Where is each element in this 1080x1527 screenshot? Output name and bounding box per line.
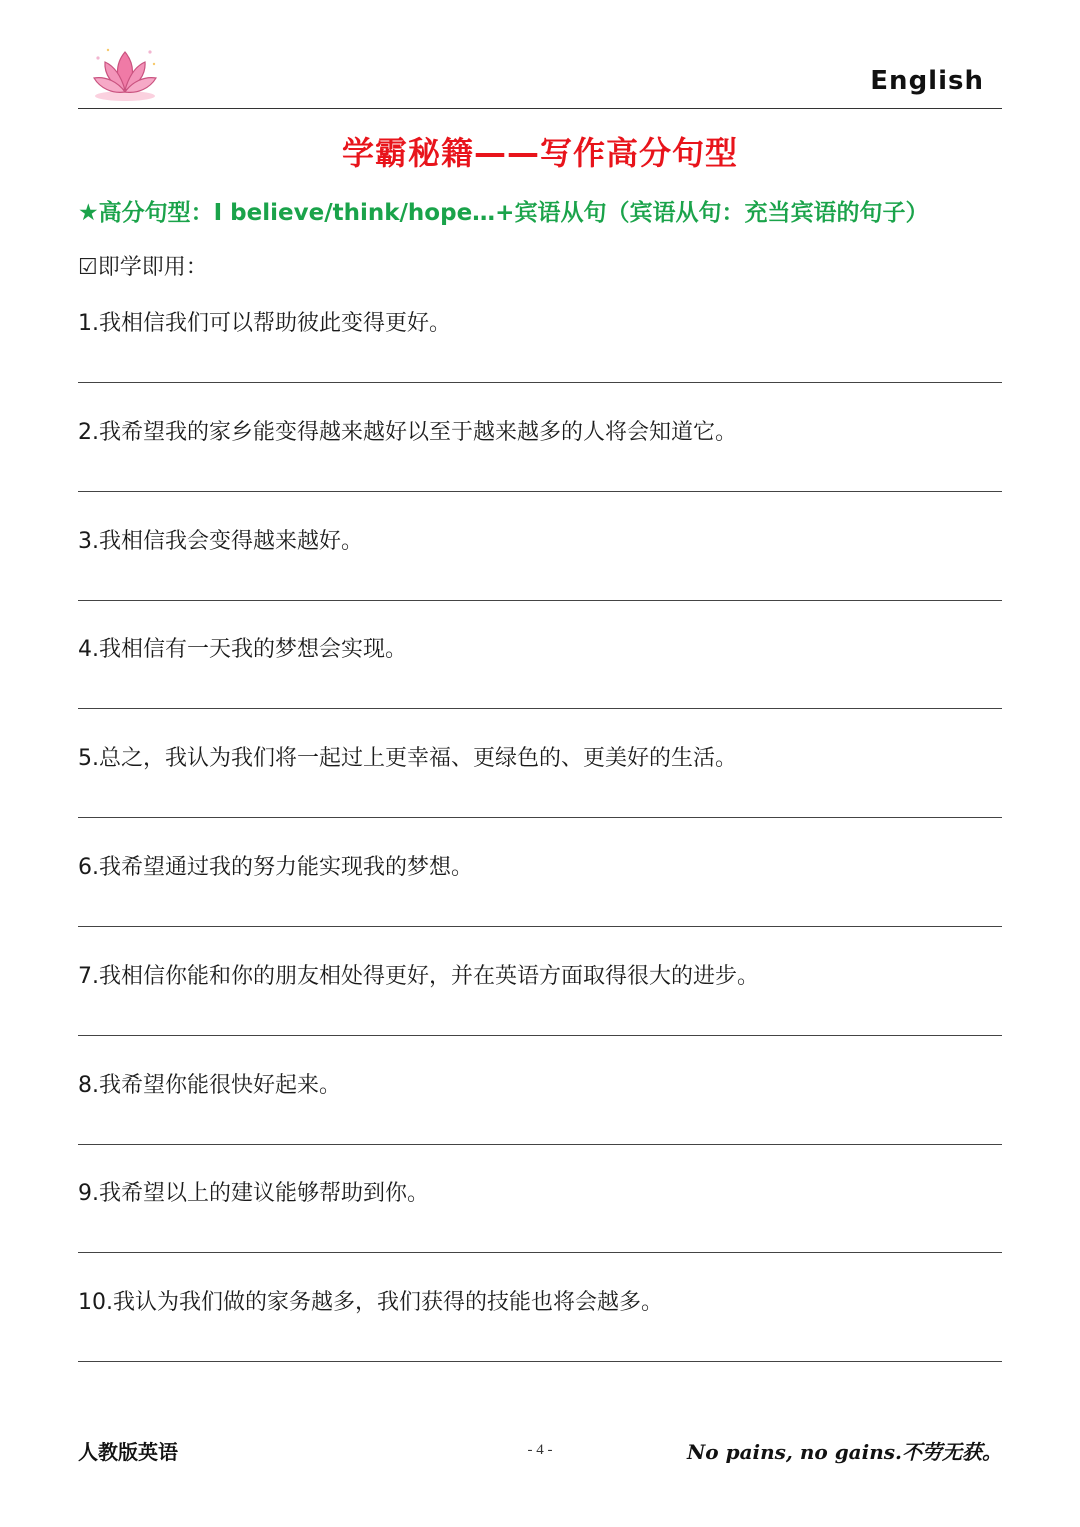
answer-line <box>78 1361 1002 1362</box>
exercise-item <box>78 514 1002 623</box>
page-number: - 4 - <box>527 1442 553 1458</box>
exercise-prompt: 9.我希望以上的建议能够帮助到你。 <box>78 1181 429 1207</box>
exercise-prompt: 2.我希望我的家乡能变得越来越好以至于越来越多的人将会知道它。 <box>78 419 737 445</box>
answer-line <box>78 817 1002 818</box>
exercise-item <box>78 1166 1002 1275</box>
answer-line <box>78 926 1002 927</box>
exercise-prompt: 3.我相信我会变得越来越好。 <box>78 528 363 554</box>
exercise-prompt: 6.我希望通过我的努力能实现我的梦想。 <box>78 854 473 880</box>
exercise-item <box>78 405 1002 514</box>
exercise-item <box>78 296 1002 405</box>
footer-motto: No pains, no gains.不劳无获。 <box>687 1440 1002 1464</box>
exercise-item <box>78 949 1002 1058</box>
exercise-prompt: 10.我认为我们做的家务越多，我们获得的技能也将会越多。 <box>78 1290 663 1316</box>
exercise-prompt: 1.我相信我们可以帮助彼此变得更好。 <box>78 311 451 336</box>
exercise-item <box>78 622 1002 731</box>
answer-line <box>78 600 1002 601</box>
answer-line <box>78 491 1002 492</box>
exercise-list <box>78 296 1002 1384</box>
header-subject: English <box>870 66 984 96</box>
header-divider <box>78 108 1002 109</box>
lotus-icon <box>88 44 162 106</box>
answer-line <box>78 708 1002 709</box>
exercise-prompt: 4.我相信有一天我的梦想会实现。 <box>78 637 407 663</box>
exercise-prompt: 7.我相信你能和你的朋友相处得更好，并在英语方面取得很大的进步。 <box>78 963 759 989</box>
answer-line <box>78 382 1002 383</box>
page-title: 学霸秘籍——写作高分句型 <box>341 134 738 172</box>
exercise-item <box>78 1058 1002 1167</box>
exercise-item <box>78 1275 1002 1384</box>
practice-label: ☑即学即用： <box>78 255 208 280</box>
exercise-prompt: 5.总之，我认为我们将一起过上更幸福、更绿色的、更美好的生活。 <box>78 746 737 772</box>
sentence-pattern: ★高分句型：I believe/think/hope…+宾语从句（宾语从句：充当宾语的句子） <box>78 200 929 226</box>
exercise-item <box>78 840 1002 949</box>
answer-line <box>78 1252 1002 1253</box>
footer-textbook: 人教版英语 <box>78 1440 178 1464</box>
exercise-prompt: 8.我希望你能很快好起来。 <box>78 1072 341 1098</box>
answer-line <box>78 1035 1002 1036</box>
exercise-item <box>78 731 1002 840</box>
answer-line <box>78 1144 1002 1145</box>
